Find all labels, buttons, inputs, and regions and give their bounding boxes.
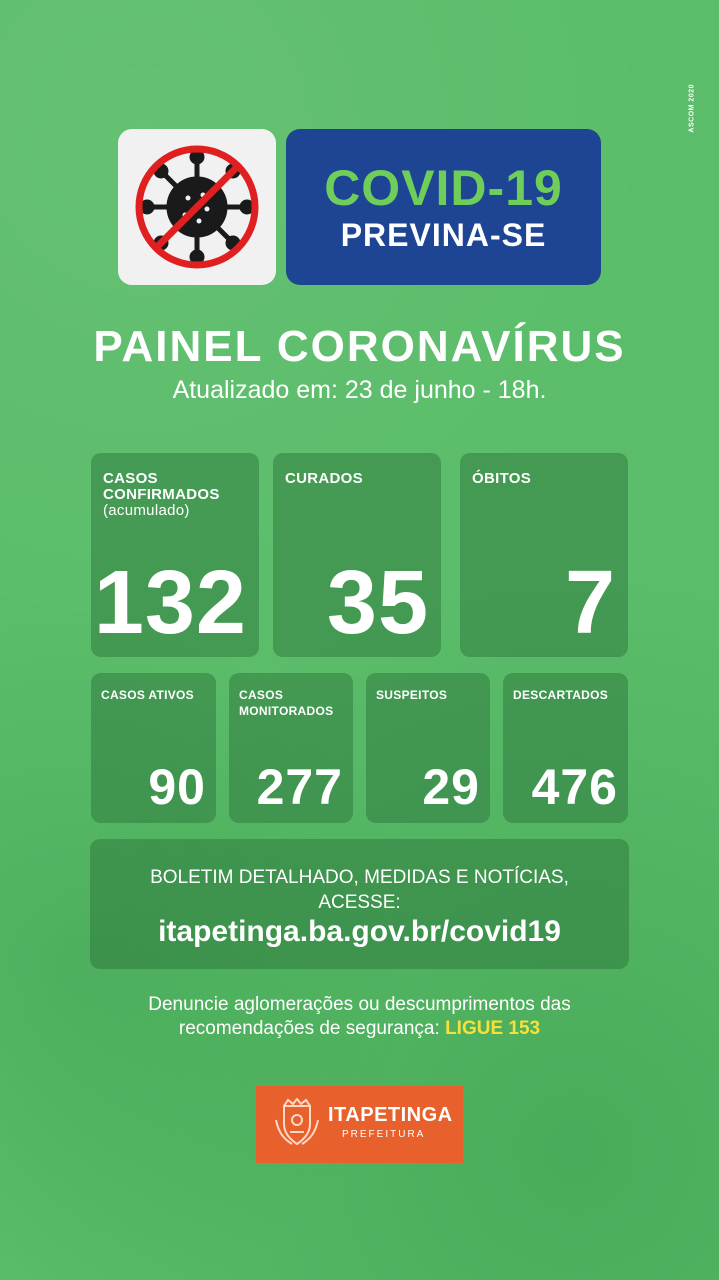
info-text: ACESSE: [318,892,401,913]
stat-card-deaths [460,453,628,657]
covid-banner [286,129,601,285]
credit-text: ASCOM 2020 [689,84,696,133]
stat-card-confirmed [91,453,259,657]
stat-value: 277 [256,759,343,815]
denounce-text [0,993,719,1041]
stat-label-text: CASOS CONFIRMADOS [103,470,220,503]
stat-label: CASOS ATIVOS [101,688,194,702]
stat-label: CURADOS [285,470,363,487]
stat-value: 7 [564,553,616,653]
panel-title: PAINEL CORONAVÍRUS [93,322,626,371]
prefeitura-logo [256,1086,463,1163]
stat-label: CASOS MONITORADOS [239,688,334,718]
stat-card-active [91,673,216,823]
logo-subtitle: PREFEITURA [342,1129,426,1140]
stat-label: ÓBITOS [472,470,532,487]
stat-value: 29 [422,759,480,815]
covid-title: COVID-19 [324,160,563,216]
denounce-line1: Denuncie aglomerações ou descumprimentos das [148,994,571,1015]
city-crest-icon [272,1098,322,1150]
logo-name: ITAPETINGA [328,1104,453,1126]
stat-label: SUSPEITOS [376,688,448,702]
stat-card-discarded [503,673,628,823]
covid-subtitle: PREVINA-SE [340,217,547,253]
stat-label: DESCARTADOS [513,688,609,702]
stat-value: 132 [93,553,247,653]
no-virus-badge [118,129,276,285]
stat-value: 35 [326,553,429,653]
stat-card-recovered [273,453,441,657]
hotline-text: LIGUE 153 [445,1018,541,1039]
website-link[interactable]: itapetinga.ba.gov.br/covid19 [158,915,561,948]
denounce-line2: recomendações de segurança: [178,1018,440,1039]
no-virus-icon [133,143,261,271]
stat-note: (acumulado) [103,502,190,519]
info-text: BOLETIM DETALHADO, MEDIDAS E NOTÍCIAS, [150,867,569,888]
stat-value: 476 [531,759,618,815]
stat-card-suspected [366,673,490,823]
info-box [90,839,629,969]
stat-label [103,471,220,519]
stat-card-monitored [229,673,353,823]
updated-text: Atualizado em: 23 de junho - 18h. [172,376,547,404]
stat-value: 90 [148,759,206,815]
